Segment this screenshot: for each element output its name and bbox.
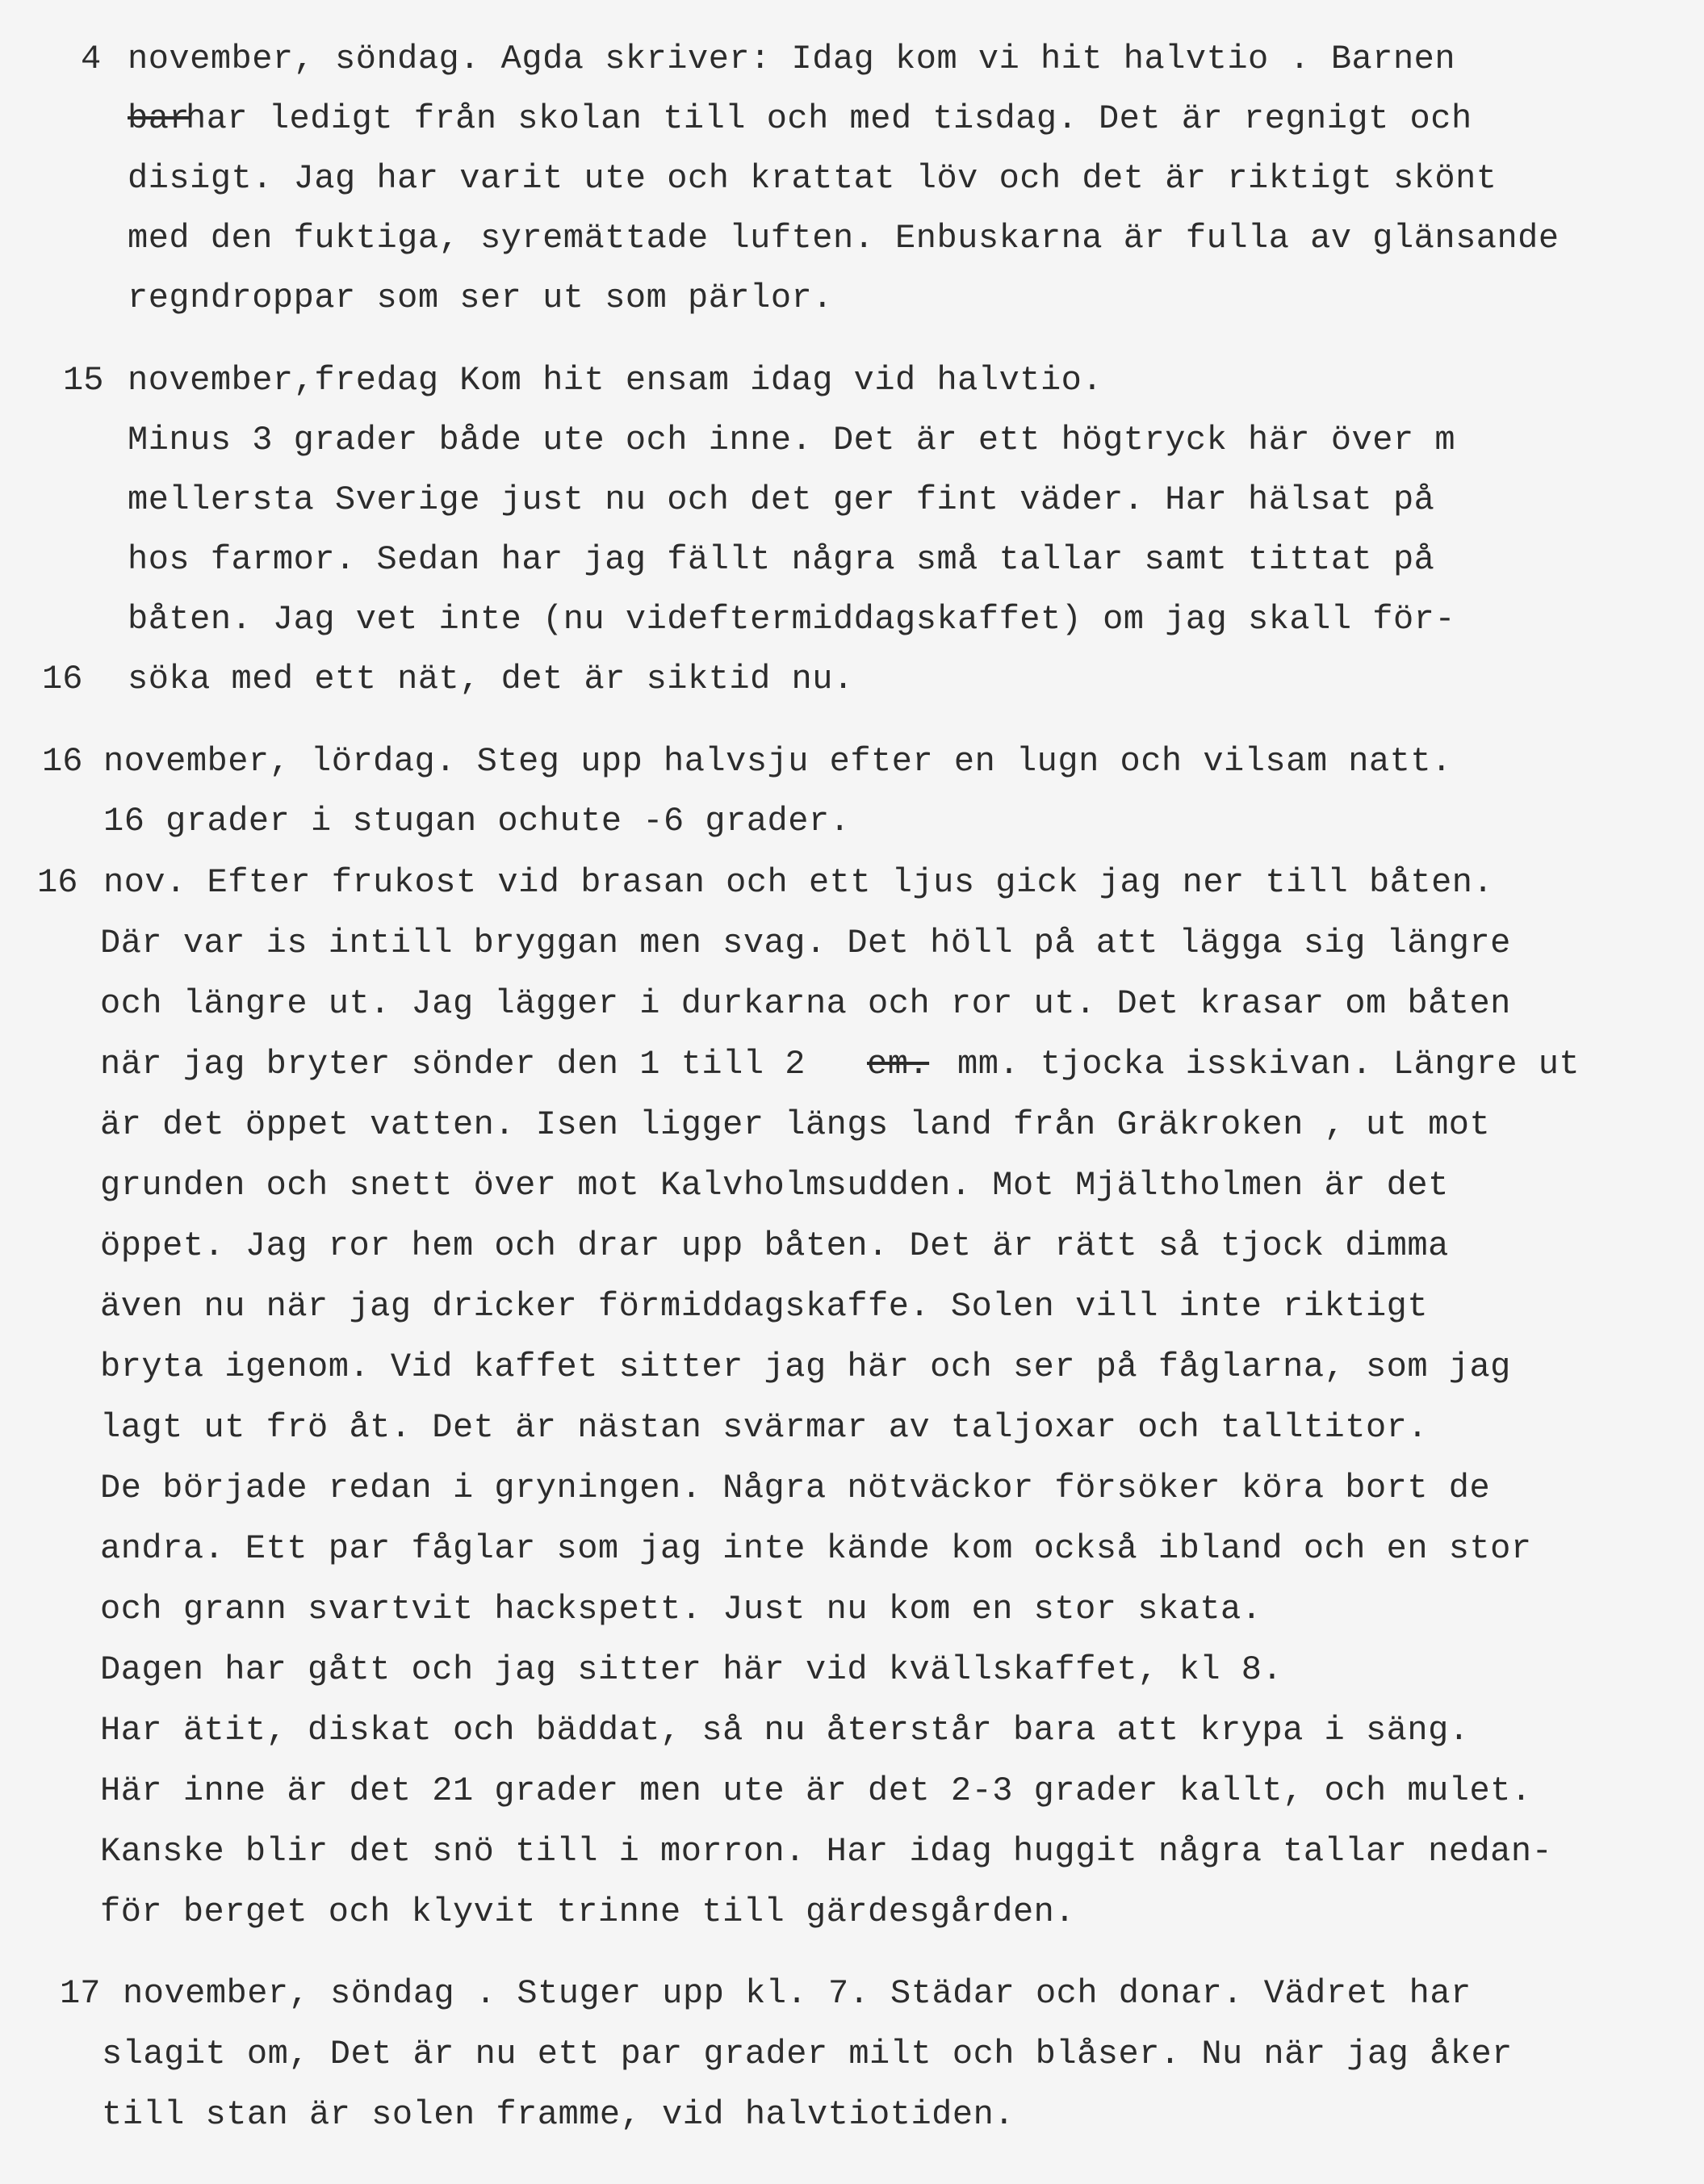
entry-day-number: 4 bbox=[81, 40, 102, 78]
struck-word: bar bbox=[128, 99, 190, 138]
entry-line: Minus 3 grader både ute och inne. Det är ett högtryck här över m bbox=[128, 421, 1456, 459]
entry-line: även nu när jag dricker förmiddagskaffe. Solen vill inte riktigt bbox=[100, 1287, 1429, 1326]
entry-line: november, lördag. Steg upp halvsju efter en lugn och vilsam natt. bbox=[103, 742, 1452, 781]
entry-line: mm. tjocka isskivan. Längre ut bbox=[957, 1045, 1580, 1084]
entry-line: är det öppet vatten. Isen ligger längs land från Gräkroken , ut mot bbox=[100, 1105, 1491, 1144]
entry-line: till stan är solen framme, vid halvtiotiden. bbox=[102, 2095, 1015, 2134]
entry-line: hos farmor. Sedan har jag fällt några små tallar samt tittat på bbox=[128, 540, 1435, 579]
margin-day-number: 16 bbox=[42, 660, 83, 698]
entry-line: med den fuktiga, syremättade luften. Enbuskarna är fulla av glänsande bbox=[128, 219, 1560, 258]
entry-day-number: 15 bbox=[63, 361, 104, 400]
entry-line: november, söndag. Agda skriver: Idag kom vi hit halvtio . Barnen bbox=[128, 40, 1456, 78]
entry-line: Här inne är det 21 grader men ute är det 2-3 grader kallt, och mulet. bbox=[100, 1771, 1532, 1810]
entry-line: Har ätit, diskat och bäddat, så nu återstår bara att krypa i säng. bbox=[100, 1711, 1470, 1750]
entry-line: disigt. Jag har varit ute och krattat löv och det är riktigt skönt bbox=[128, 159, 1497, 198]
entry-line: båten. Jag vet inte (nu videftermiddagskaffet) om jag skall för- bbox=[128, 600, 1456, 639]
entry-day-number: 16 bbox=[42, 742, 83, 781]
entry-line: öppet. Jag ror hem och drar upp båten. Det är rätt så tjock dimma bbox=[100, 1226, 1449, 1265]
entry-line: slagit om, Det är nu ett par grader milt och blåser. Nu när jag åker bbox=[102, 2035, 1513, 2073]
entry-line: för berget och klyvit trinne till gärdesgården. bbox=[100, 1893, 1076, 1931]
entry-line: lagt ut frö åt. Det är nästan svärmar av taljoxar och talltitor. bbox=[100, 1408, 1429, 1447]
entry-line: bryta igenom. Vid kaffet sitter jag här och ser på fåglarna, som jag bbox=[100, 1348, 1511, 1386]
entry-day-number: 17 bbox=[60, 1974, 101, 2013]
entry-line: grunden och snett över mot Kalvholmsudden. Mot Mjältholmen är det bbox=[100, 1166, 1449, 1205]
entry-line: och grann svartvit hackspett. Just nu kom en stor skata. bbox=[100, 1590, 1262, 1629]
entry-line: Kanske blir det snö till i morron. Har idag huggit några tallar nedan- bbox=[100, 1832, 1553, 1871]
entry-line: söka med ett nät, det är siktid nu. bbox=[128, 660, 854, 698]
entry-line: mellersta Sverige just nu och det ger fint väder. Har hälsat på bbox=[128, 480, 1435, 519]
entry-line: 16 grader i stugan ochute -6 grader. bbox=[103, 802, 851, 840]
entry-day-number: 16 bbox=[37, 863, 78, 902]
entry-line: Där var is intill bryggan men svag. Det höll på att lägga sig längre bbox=[100, 924, 1511, 962]
entry-line: har ledigt från skolan till och med tisdag. Det är regnigt och bbox=[186, 99, 1472, 138]
entry-line: och längre ut. Jag lägger i durkarna och ror ut. Det krasar om båten bbox=[100, 984, 1511, 1023]
entry-line: november,fredag Kom hit ensam idag vid halvtio. bbox=[128, 361, 1103, 400]
entry-line: november, söndag . Stuger upp kl. 7. Städar och donar. Vädret har bbox=[123, 1974, 1472, 2013]
entry-line: andra. Ett par fåglar som jag inte kände kom också ibland och en stor bbox=[100, 1529, 1532, 1568]
entry-line: när jag bryter sönder den 1 till 2 bbox=[100, 1045, 806, 1084]
entry-line: regndroppar som ser ut som pärlor. bbox=[128, 279, 833, 317]
entry-line: De började redan i gryningen. Några nötväckor försöker köra bort de bbox=[100, 1469, 1491, 1507]
entry-line: Dagen har gått och jag sitter här vid kvällskaffet, kl 8. bbox=[100, 1650, 1283, 1689]
struck-word: em. bbox=[867, 1045, 930, 1084]
entry-line: nov. Efter frukost vid brasan och ett ljus gick jag ner till båten. bbox=[103, 863, 1494, 902]
